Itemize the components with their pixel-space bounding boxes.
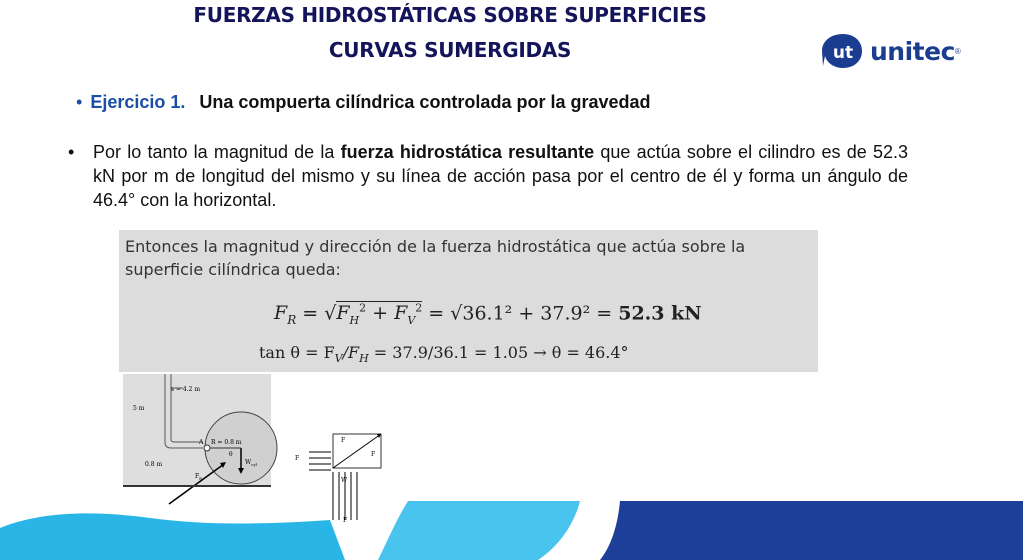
force-r-label: $F_R$ (195, 473, 203, 481)
paragraph-bold: fuerza hidrostática resultante (340, 142, 595, 162)
eq1-lhs: F (274, 302, 288, 325)
eq1-result: 52.3 kN (618, 302, 702, 325)
paragraph-text-1: Por lo tanto la magnitud de la (93, 142, 341, 162)
exercise-heading (76, 92, 651, 113)
eq1-sub: R (287, 313, 297, 328)
s-label: s = 4.2 m (171, 386, 201, 393)
equation-intro: Entonces la magnitud y dirección de la fuerza hidrostática que actúa sobre la superficie cilíndrica queda: (125, 237, 746, 279)
paragraph-text-2: que actúa sobre el cilindro es de 52.3 kN por m de longitud del mismo y su línea de acción pasa por el centro de él y forma un ángulo de 46.4° con la horizontal. (93, 142, 908, 210)
equation-image (119, 230, 818, 372)
footer-wave-left (0, 500, 348, 560)
eq2-a: V (334, 352, 343, 366)
footer-wave-right (600, 495, 1023, 560)
unitec-logo (822, 32, 961, 70)
paragraph-bullet: • (68, 142, 75, 162)
radius-label: R = 0.8 m (211, 439, 242, 446)
eq2-c: H (359, 352, 369, 366)
conclusion-paragraph (68, 140, 908, 212)
fx-label: F (295, 455, 300, 462)
eq2-a0: tan θ = F (259, 343, 335, 362)
eq2-rest: = 37.9/36.1 = 1.05 → θ = 46.4° (368, 343, 629, 362)
fy-label: F (343, 517, 348, 524)
weight-label: $W_{cyl}$ (245, 459, 257, 467)
unitec-logo-icon (822, 32, 864, 70)
fv-label: F (371, 451, 376, 458)
exercise-label: Ejercicio 1. (90, 92, 186, 112)
footer-wave-middle (338, 495, 588, 560)
page-title-line1: FUERZAS HIDROSTÁTICAS SOBRE SUPERFICIES (193, 3, 707, 27)
gap-label: 0.8 m (145, 461, 163, 468)
exercise-bullet: • (76, 92, 83, 112)
exercise-title: Una compuerta cilíndrica controlada por la gravedad (199, 92, 651, 112)
logo-mark-text: ut (832, 43, 854, 63)
depth-label: 5 m (133, 405, 145, 412)
theta-label: θ (229, 451, 233, 458)
fh-label: F (341, 437, 346, 444)
page-title-line2: CURVAS SUMERGIDAS (328, 38, 572, 62)
logo-registered: ® (954, 46, 961, 56)
eq1-mid: = √36.1² + 37.9² = (422, 302, 619, 325)
eq2-b: /F (342, 343, 360, 362)
equation-magnitude: $F_R = √F_H^2 + F_V^2 = √36.1^2 + 37.9^2 = 52.3$ kN (274, 302, 702, 328)
logo-word: unitec (870, 36, 955, 66)
equation-angle (259, 343, 629, 365)
w-label: W (341, 477, 348, 484)
point-a: A (199, 439, 204, 446)
